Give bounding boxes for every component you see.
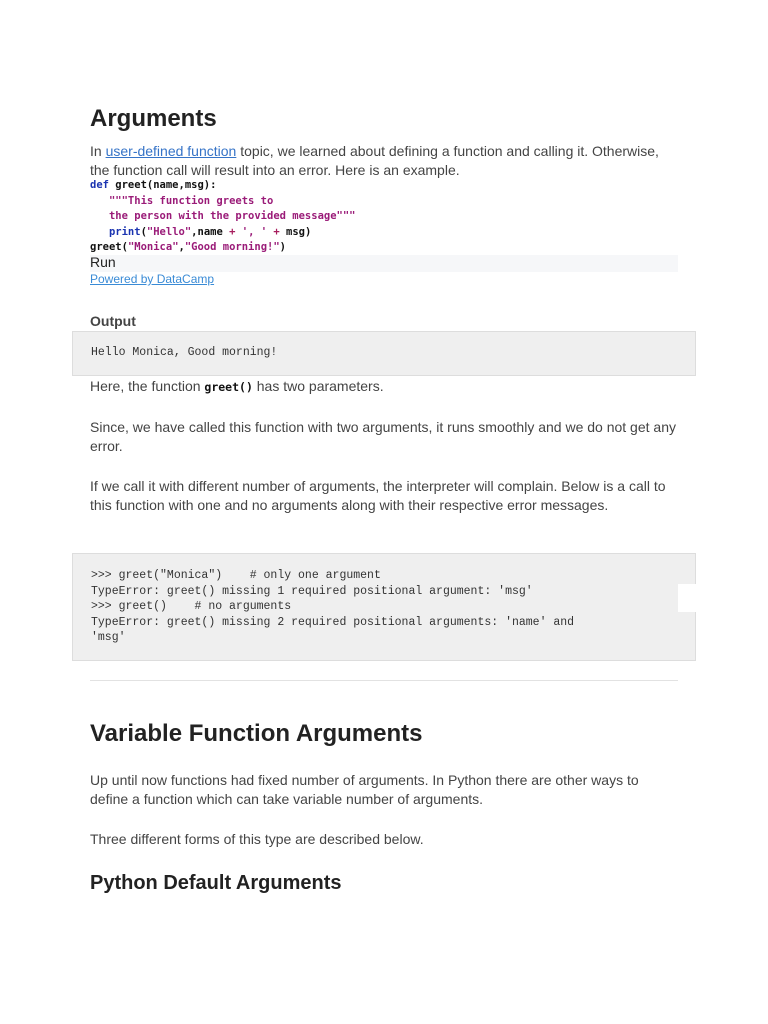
intro-paragraph [90, 142, 680, 179]
code-line-1: greet(name,msg): [108, 179, 217, 191]
code-call-comma: , [178, 241, 185, 253]
code-name: ,name [191, 225, 230, 238]
explain-1-prefix: Here, the function [90, 378, 205, 394]
heading-variable-function-arguments: Variable Function Arguments [90, 720, 423, 747]
run-button[interactable]: Run [90, 254, 116, 270]
code-keyword-def: def [90, 179, 109, 191]
scrollbar-gap [678, 584, 696, 612]
explain-paragraph-3: If we call it with different number of arguments, the interpreter will complain. Below is a call to this function with one and no arguments along with their respective error messages. [90, 478, 666, 513]
error-code-text: >>> greet("Monica") # only one argument TypeError: greet() missing 1 required positional argument: 'msg' >>> greet() # no arguments TypeError: greet() missing 2 required positional arguments: 'name' and 'msg' [91, 569, 575, 644]
variable-args-paragraph-2: Three different forms of this type are described below. [90, 831, 424, 847]
code-string-good-morning: "Good morning!" [184, 241, 280, 253]
heading-python-default-arguments: Python Default Arguments [90, 872, 342, 894]
code-string-comma: ', ' [235, 225, 268, 238]
code-docstring-line-2: the person with the provided message""" [90, 210, 356, 222]
output-box [72, 331, 696, 376]
code-call-start: greet( [90, 241, 128, 253]
code-example [90, 178, 356, 256]
section-divider [90, 680, 678, 681]
user-defined-function-link[interactable]: user-defined function [105, 143, 237, 159]
explain-1-suffix: has two parameters. [252, 378, 384, 394]
code-string-hello: "Hello" [146, 225, 192, 238]
output-label: Output [90, 313, 136, 329]
code-msg: msg) [279, 225, 312, 238]
explain-paragraph-1 [90, 377, 680, 397]
intro-prefix: In [90, 143, 106, 159]
code-string-monica: "Monica" [127, 241, 179, 253]
output-text: Hello Monica, Good morning! [91, 346, 278, 359]
code-call-end: ) [279, 241, 286, 253]
heading-arguments: Arguments [90, 105, 217, 132]
code-plus-1: + [229, 225, 236, 238]
code-keyword-print: print [108, 225, 141, 238]
powered-by-datacamp-link[interactable]: Powered by DataCamp [90, 272, 215, 286]
variable-args-paragraph-1: Up until now functions had fixed number of arguments. In Python there are other ways to define a function which can take variable number of arguments. [90, 772, 639, 807]
intro-suffix: topic, we learned about defining a function and calling it. Otherwise, the function call will result into an error. Here is an example. [90, 143, 659, 178]
run-bar [90, 255, 678, 272]
inline-code-greet: greet() [204, 380, 253, 394]
code-plus-2: + [267, 225, 280, 238]
code-paren: ( [140, 225, 147, 238]
error-code-block [72, 553, 696, 661]
code-indent [90, 226, 109, 238]
explain-paragraph-2: Since, we have called this function with two arguments, it runs smoothly and we do not get any error. [90, 419, 676, 454]
code-docstring-line-1: """This function greets to [90, 194, 274, 207]
